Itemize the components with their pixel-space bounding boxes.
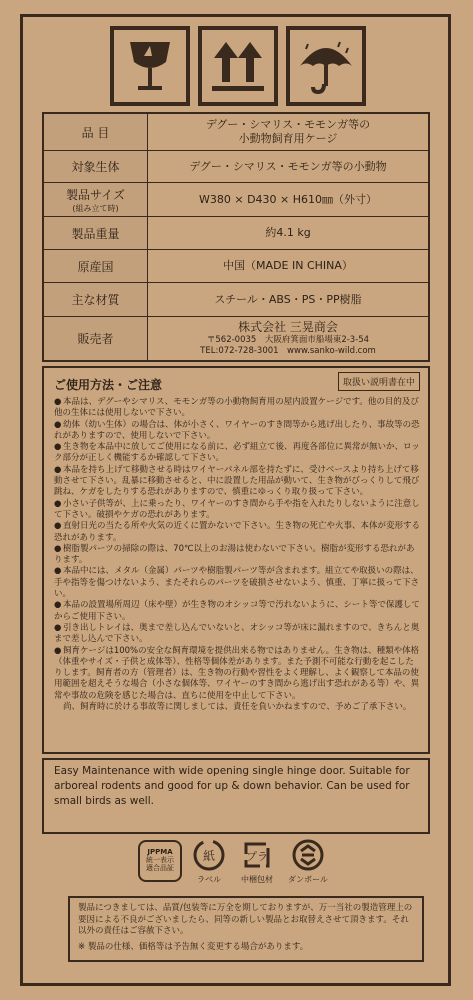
note-item xyxy=(54,521,420,544)
plastic-recycle-icon xyxy=(240,838,274,872)
quality-text: 製品につきましては、品質/包装等に万全を期しておりますが、万一当社の製造管理上の要因による不良がございましたら、同等の新しい製品とお取替えさせて頂きます。それ以外の責任はご容赦下さい。 xyxy=(78,903,413,937)
paper-mark-label: ラベル xyxy=(197,875,221,884)
spec-label: 品 目 xyxy=(81,125,110,140)
usage-notes xyxy=(42,366,430,754)
notes-title: ご使用方法・ご注意 xyxy=(54,378,163,392)
note-item xyxy=(54,623,420,646)
svg-text:紙: 紙 xyxy=(202,849,216,863)
note-bullet: ● xyxy=(54,419,62,430)
note-text: 本品中には、メタル（金属）パーツや樹脂製パーツ等が含まれます。組立てや取扱いの際は、手や指等を傷つけないよう、またそれらのパーツを破損させないよう、慎重、丁寧に扱って下さい。 xyxy=(54,566,420,600)
note-bullet: ● xyxy=(54,498,62,509)
spec-value: デグー・シマリス・モモンガ等の小動物 xyxy=(189,159,387,173)
spec-row-size xyxy=(44,183,428,217)
spec-value: 中国（MADE IN CHINA） xyxy=(223,259,353,273)
note-bullet: ● xyxy=(54,397,62,407)
spec-value: スチール・ABS・PS・PP樹脂 xyxy=(214,292,362,306)
quality-notice xyxy=(68,896,424,962)
cardboard-recycle-mark xyxy=(288,838,328,885)
cardboard-mark-label: ダンボール xyxy=(288,875,328,884)
spec-sublabel: (組み立て時) xyxy=(72,203,119,213)
seller-name: 株式会社 三晃商会 xyxy=(238,320,338,335)
note-bullet: ● xyxy=(54,600,62,611)
jppma-mark xyxy=(138,840,182,882)
svg-text:プラ: プラ xyxy=(246,850,268,863)
note-bullet: ● xyxy=(54,442,62,453)
note-item xyxy=(54,465,420,499)
spec-row-target xyxy=(44,151,428,183)
note-item xyxy=(54,544,420,567)
note-item xyxy=(54,397,420,420)
note-text: 生き物を本品中に放してご使用になる前に、必ず組立て後、再度各部位に異常が無いか、ロック部分が正しく機能するか確認して下さい。 xyxy=(54,442,420,464)
note-item xyxy=(54,499,420,522)
spec-value: 約4.1 kg xyxy=(265,226,311,240)
spec-value: デグー・シマリス・モモンガ等の xyxy=(205,118,371,132)
spec-row-weight xyxy=(44,217,428,250)
cardboard-recycle-icon xyxy=(291,838,325,872)
spec-label: 対象生体 xyxy=(71,160,120,174)
spec-value: W380 × D430 × H610㎜（外寸） xyxy=(198,192,378,206)
plastic-recycle-mark xyxy=(240,838,274,885)
note-bullet: ● xyxy=(54,622,62,633)
note-bullet: ● xyxy=(54,521,62,532)
keep-dry-umbrella-icon xyxy=(286,26,366,106)
recycling-marks xyxy=(42,836,430,888)
note-text: 本品を持ち上げて移動させる時はワイヤーパネル部を持たずに、受けベースより持ち上げて移動させて下さい。乱暴に移動させると、中に設置した用品が動いて、生き物がびっくりして飛び跳ね、ケガをしたりする恐れがありますので、慎重にゆっくり取り扱って下さい。 xyxy=(54,464,420,498)
note-text: 本品の設置場所周辺（床や壁）が生き物のオシッコ等で汚れないように、シート等で保護してからご使用下さい。 xyxy=(54,600,420,622)
note-bullet: ● xyxy=(54,543,62,554)
spec-label: 製品サイズ xyxy=(65,187,126,202)
note-text: 飼育ケージは100%の安全な飼育環境を提供出来る物ではありません。生き物は、種類や体格（体重やサイズ・子供と成体等）、性格等個体差があります。また予測不可能な行動を起こしたりします。飼育者の方（管理者）は、生き物の行動や習性をよく理解し、よく観察して本品の使用範囲を超えそうな場合（小さな個体等、ワイヤーのすき間から逃げ出す恐れがある等）や、異常や事故の危険を感じた場合は、直ちに使用を中止して下さい。 xyxy=(54,645,420,701)
spec-row-seller xyxy=(44,317,428,360)
jppma-line3: 適合品証 xyxy=(146,863,174,872)
this-way-up-icon xyxy=(198,26,278,106)
spec-row-material xyxy=(44,283,428,317)
spec-table xyxy=(42,112,430,362)
spec-value: 小動物飼育用ケージ xyxy=(238,132,338,145)
note-item xyxy=(54,420,420,443)
spec-label: 販売者 xyxy=(77,332,114,346)
note-item xyxy=(54,702,420,713)
spec-label: 製品重量 xyxy=(71,226,120,241)
english-description: Easy Maintenance with wide opening single hinge door. Suitable for arboreal rodents and good for up & down behavior. Can be used for small birds as well. xyxy=(42,758,430,834)
spec-change-footnote: ※ 製品の仕様、価格等は予告無く変更する場合があります。 xyxy=(78,942,309,953)
note-text: 本品は、デグーやシマリス、モモンガ等の小動物飼育用の屋内設置ケージです。他の目的及び他の生体には使用しないで下さい。 xyxy=(54,397,419,419)
plastic-mark-label: 中梱包材 xyxy=(241,875,273,884)
note-bullet: ● xyxy=(54,566,62,577)
spec-row-item xyxy=(44,114,428,151)
jppma-line2: 統一表示 xyxy=(146,856,174,865)
spec-label: 原産国 xyxy=(77,259,114,274)
note-item xyxy=(54,566,420,600)
spec-row-origin xyxy=(44,250,428,283)
seller-contact: TEL:072-728-3001 www.sanko-wild.com xyxy=(200,346,376,356)
manual-included-tag: 取扱い説明書在中 xyxy=(338,372,420,391)
note-text: 小さい子供等が、上に乗ったり、ワイヤーのすき間から手や指を入れたりしないように注意して下さい。破損やケガの恐れがあります。 xyxy=(54,498,420,520)
note-item xyxy=(54,442,420,465)
note-text: 直射日光の当たる所や火気の近くに置かないで下さい。生き物の死亡や火事、本体が変形する恐れがあります。 xyxy=(54,521,421,543)
note-item xyxy=(54,646,420,702)
fragile-icon xyxy=(110,26,190,106)
spec-label: 主な材質 xyxy=(71,293,120,307)
paper-recycle-icon xyxy=(192,838,226,872)
seller-address: 〒562-0035 大阪府箕面市船場東2-3-54 xyxy=(206,335,370,346)
note-text: 幼体（幼い生体）の場合は、体が小さく、ワイヤーのすき間等から逃げ出したり、事故等の恐れがありますので、使用しないで下さい。 xyxy=(54,419,420,441)
notes-list xyxy=(54,397,420,713)
note-bullet: ● xyxy=(54,645,62,656)
note-text: 引き出しトレイは、奥まで差し込んでいないと、オシッコ等が床に漏れますので、きちんと奥まで差し込んで下さい。 xyxy=(54,622,420,645)
paper-recycle-mark xyxy=(192,838,226,885)
note-item xyxy=(54,600,420,623)
jppma-line1: JPPMA xyxy=(147,848,173,857)
note-text: 樹脂製パーツの掃除の際は、70℃以上のお湯は使わないで下さい。樹脂が変形する恐れがあります。 xyxy=(54,543,415,566)
note-text: 尚、飼育時に於ける事故等に関しましては、責任を負いかねますので、予めご了承下さい。 xyxy=(63,702,412,713)
note-bullet: ● xyxy=(54,464,62,475)
